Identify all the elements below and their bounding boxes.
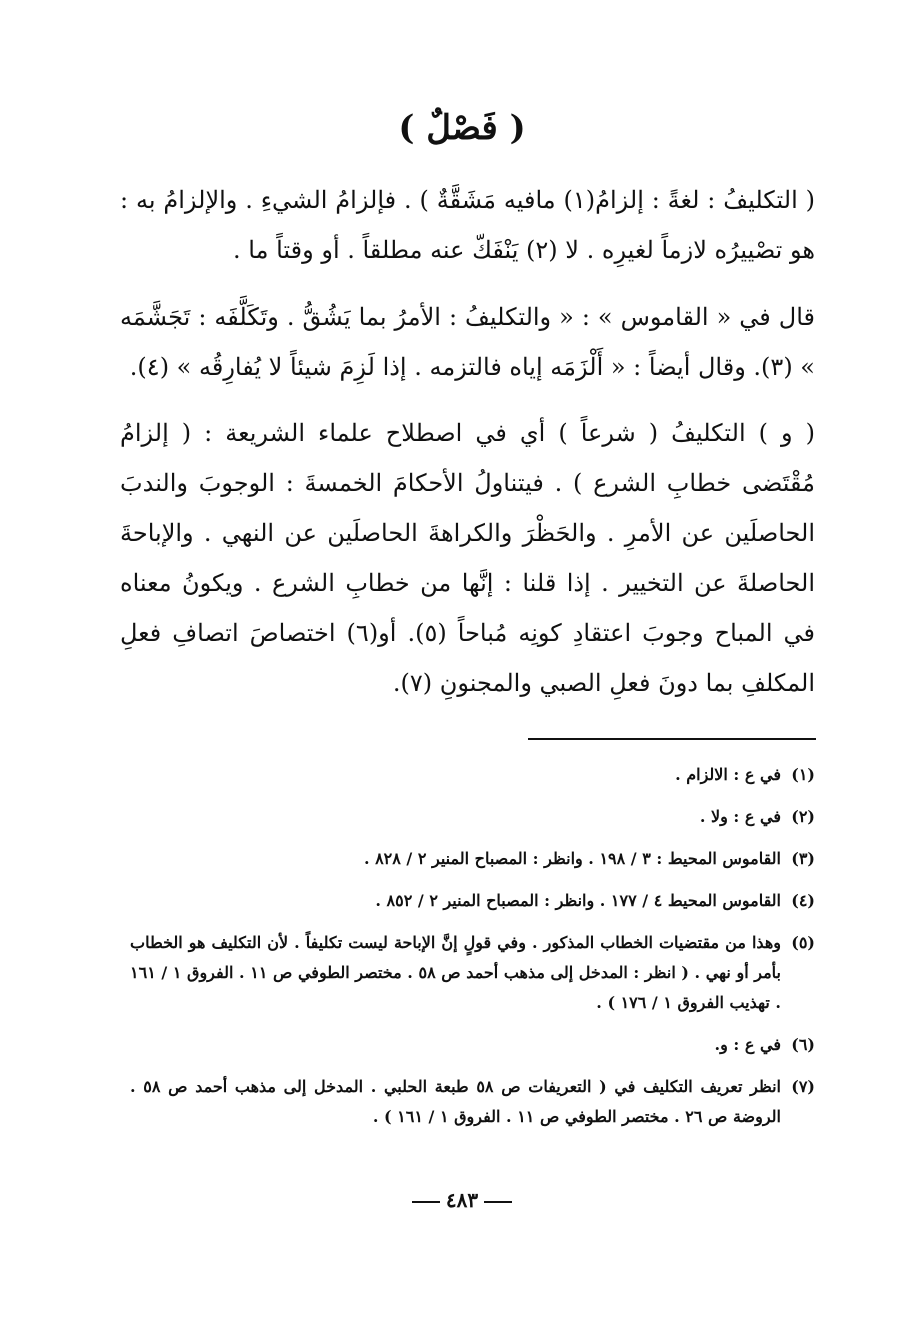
- footnote-number: (٤): [791, 891, 815, 910]
- footnote-text: القاموس المحيط : ٣ / ١٩٨ . وانظر : المصباح المنير ٢ / ٨٢٨ .: [363, 849, 781, 868]
- footnote-number: (١): [791, 765, 815, 784]
- footnote-6: [130, 1030, 815, 1060]
- paragraph-linguistic-definition: [120, 175, 815, 275]
- footnote-text: القاموس المحيط ٤ / ١٧٧ . وانظر : المصباح المنير ٢ / ٨٥٢ .: [375, 891, 781, 910]
- footnote-5: [130, 928, 815, 1018]
- page-number-dash: [412, 1201, 440, 1203]
- paragraph-text: قال في « القاموس » : « والتكليفُ : الأمرُ بما يَشُقُّ . وتَكَلَّفَه : تَجَشَّمَه » (٣). وقال أيضاً : « أَلْزَمَه إياه فالتزمه . إذا لَزِمَ شيئاً لا يُفارِقُه » (٤).: [120, 303, 815, 381]
- footnote-number: (٥): [791, 933, 815, 952]
- footnote-3: [130, 844, 815, 874]
- footnote-number: (٢): [791, 807, 815, 826]
- footnote-separator: [528, 738, 816, 740]
- page-number: [0, 1188, 924, 1212]
- footnote-7: [130, 1072, 815, 1132]
- page-number-value: ٤٨٣: [445, 1188, 479, 1212]
- paragraph-legal-definition: [120, 408, 815, 708]
- paragraph-text: ( و ) التكليفُ ( شرعاً ) أي في اصطلاح علماء الشريعة : ( إلزامُ مُقْتَضى خطابِ الشرع ) . فيتناولُ الأحكامَ الخمسةَ : الوجوبَ والندبَ الحاصلَين عن الأمرِ . والحَظْرَ والكراهةَ الحاصلَين عن النهي . والإباحةَ الحاصلةَ عن التخيير . إذا قلنا : إنَّها من خطابِ الشرع . ويكونُ معناه في المباح وجوبَ اعتقادِ كونِه مُباحاً (٥). أو(٦) اختصاصَ اتصافِ فعلِ المكلفِ بما دونَ فعلِ الصبي والمجنونِ (٧).: [120, 419, 816, 697]
- footnote-number: (٣): [791, 849, 815, 868]
- footnote-text: في ع : و.: [714, 1035, 781, 1054]
- footnote-text: وهذا من مقتضيات الخطاب المذكور . وفي قولٍ إنَّ الإباحة ليست تكليفاً . لأن التكليف هو الخطاب بأمر أو نهي . ( انظر : المدخل إلى مذهب أحمد ص ٥٨ . مختصر الطوفي ص ١١ . الفروق ١ / ١٦١ . تهذيب الفروق ١ / ١٧٦ ) .: [130, 933, 781, 1012]
- footnote-number: (٧): [791, 1077, 815, 1096]
- paragraph-qamus-quote: [120, 292, 815, 392]
- footnote-4: [130, 886, 815, 916]
- footnote-text: في ع : ولا .: [699, 807, 781, 826]
- footnote-text: في ع : الالزام .: [675, 765, 781, 784]
- footnotes: [130, 760, 815, 1144]
- paragraph-text: ( التكليفُ : لغةً : إلزامُ(١) مافيه مَشَقَّةٌ ) . فإلزامُ الشيءِ . والإلزامُ به : هو تصْييرُه لازماً لغيرِه . لا (٢) يَنْفَكّ عنه مطلقاً . أو وقتاً ما .: [120, 186, 815, 264]
- footnote-text: انظر تعريف التكليف في ( التعريفات ص ٥٨ طبعة الحلبي . المدخل إلى مذهب أحمد ص ٥٨ . الروضة ص ٢٦ . مختصر الطوفي ص ١١ . الفروق ١ / ١٦١ ) .: [130, 1077, 781, 1126]
- page-number-dash: [484, 1201, 512, 1203]
- footnote-2: [130, 802, 815, 832]
- footnote-number: (٦): [791, 1035, 815, 1054]
- section-heading: ( فَصْلٌ ): [398, 108, 526, 148]
- footnote-1: [130, 760, 815, 790]
